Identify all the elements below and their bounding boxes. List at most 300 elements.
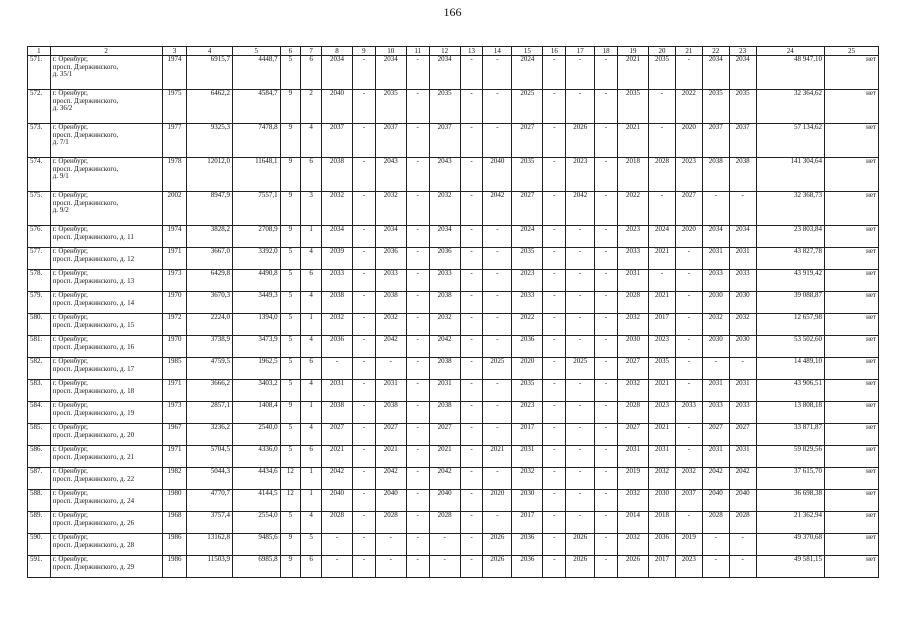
table-cell: нет [824,468,878,490]
table-cell: 1973 [162,402,187,424]
table-cell: нет [824,226,878,248]
table-cell: 2035 [702,90,729,124]
table-cell: 1 [301,402,322,424]
table-cell: - [675,248,702,270]
table-cell: - [353,56,376,90]
table-cell: нет [824,192,878,226]
row-number-cell: 571. [28,56,51,90]
table-cell: - [675,424,702,446]
table-cell: 2031 [649,446,676,468]
table-cell: - [702,192,729,226]
table-cell: - [406,248,429,270]
table-cell: 2033 [675,402,702,424]
table-cell: - [353,158,376,192]
table-cell: - [406,380,429,402]
column-header: 6 [280,47,301,56]
table-cell: 2038 [429,358,460,380]
table-cell: 2034 [429,226,460,248]
table-cell: - [483,336,512,358]
column-header: 11 [406,47,429,56]
table-cell: 2002 [162,192,187,226]
table-cell: 2032 [321,314,352,336]
table-cell: - [429,534,460,556]
table-cell: 2036 [429,248,460,270]
table-cell: 4 [301,424,322,446]
table-cell: 2038 [321,402,352,424]
table-cell: нет [824,512,878,534]
table-cell: 2035 [617,90,648,124]
table-cell: нет [824,248,878,270]
table-cell: 6 [301,446,322,468]
table-cell: 2038 [321,158,352,192]
table-cell: 2038 [429,292,460,314]
table-cell: 5 [280,56,301,90]
table-cell: 1978 [162,158,187,192]
table-cell: - [566,512,595,534]
table-cell: 2031 [321,380,352,402]
table-cell: - [543,124,566,158]
table-cell: 39 088,87 [756,292,824,314]
table-cell: 11503,9 [187,556,233,578]
table-cell: 43 827,78 [756,248,824,270]
table-cell: - [543,534,566,556]
table-cell: 2042 [483,192,512,226]
table-cell: 49 370,68 [756,534,824,556]
table-cell: 2037 [375,124,406,158]
table-cell: нет [824,124,878,158]
table-cell: 2034 [702,226,729,248]
table-cell: - [353,226,376,248]
table-cell: - [543,226,566,248]
table-cell: 33 871,87 [756,424,824,446]
table-cell: 1974 [162,226,187,248]
table-cell: 2040 [429,490,460,512]
table-cell: 9 [280,402,301,424]
address-cell: г. Оренбург, просп. Дзержинского, д. 24 [50,490,162,512]
address-cell: г. Оренбург, просп. Дзержинского, д. 29 [50,556,162,578]
table-cell: - [406,358,429,380]
address-cell: г. Оренбург, просп. Дзержинского, д. 21 [50,446,162,468]
table-cell: 2025 [483,358,512,380]
table-row [28,446,879,468]
table-cell: 1972 [162,314,187,336]
table-cell: - [353,314,376,336]
address-cell: г. Оренбург, просп. Дзержинского, д. 22 [50,468,162,490]
table-cell: - [353,90,376,124]
table-cell: 2027 [321,424,352,446]
table-cell: 2037 [702,124,729,158]
table-cell: 2023 [649,402,676,424]
table-cell: - [566,226,595,248]
table-cell: 2031 [702,380,729,402]
table-cell: 4 [301,336,322,358]
table-cell: - [353,270,376,292]
table-cell: - [595,226,618,248]
table-cell: 3757,4 [187,512,233,534]
table-cell: - [460,402,483,424]
table-cell: - [729,192,756,226]
table-cell: - [483,380,512,402]
table-cell: - [566,336,595,358]
table-cell: - [406,124,429,158]
table-cell: 2021 [429,446,460,468]
table-cell: 2023 [512,270,543,292]
table-cell: 37 615,70 [756,468,824,490]
table-cell: 2035 [649,56,676,90]
table-cell: 2018 [649,512,676,534]
table-cell: 6 [301,270,322,292]
table-cell: 6915,7 [187,56,233,90]
address-cell: г. Оренбург, просп. Дзержинского, д. 36/2 [50,90,162,124]
table-cell: 2035 [512,158,543,192]
table-cell: 1394,0 [232,314,280,336]
table-cell: нет [824,158,878,192]
table-cell: - [460,56,483,90]
table-row [28,358,879,380]
table-cell: - [460,158,483,192]
address-cell: г. Оренбург, просп. Дзержинского, д. 15 [50,314,162,336]
address-cell: г. Оренбург, просп. Дзержинского, д. 35/1 [50,56,162,90]
table-cell: - [460,314,483,336]
column-header: 3 [162,47,187,56]
table-cell: - [460,490,483,512]
table-cell: - [595,90,618,124]
table-cell: 2040 [729,490,756,512]
table-cell: нет [824,490,878,512]
column-header: 24 [756,47,824,56]
table-cell: 5044,3 [187,468,233,490]
table-cell: 2022 [675,90,702,124]
table-cell: 2032 [512,468,543,490]
column-header: 17 [566,47,595,56]
table-cell: - [353,380,376,402]
table-cell: - [460,446,483,468]
table-cell: - [406,402,429,424]
table-cell: 3 [301,192,322,226]
table-cell: 2035 [375,90,406,124]
table-cell: 7478,8 [232,124,280,158]
table-cell: - [595,402,618,424]
table-cell: - [460,226,483,248]
table-cell: 2021 [649,248,676,270]
table-cell: - [595,358,618,380]
address-cell: г. Оренбург, просп. Дзержинского, д. 9/1 [50,158,162,192]
table-cell: - [595,468,618,490]
table-cell: 2030 [729,292,756,314]
table-cell: 13 808,18 [756,402,824,424]
table-cell: - [353,248,376,270]
table-cell: - [566,90,595,124]
address-cell: г. Оренбург, просп. Дзержинского, д. 13 [50,270,162,292]
table-cell: 2030 [512,490,543,512]
table-cell: 9 [280,124,301,158]
table-cell: - [353,424,376,446]
table-cell: - [675,336,702,358]
table-cell: 2028 [321,512,352,534]
table-cell: 4490,8 [232,270,280,292]
table-cell: 2035 [649,358,676,380]
table-cell: 2033 [429,270,460,292]
table-cell: - [460,468,483,490]
row-number-cell: 591. [28,556,51,578]
table-cell: 2027 [429,424,460,446]
table-cell: 1971 [162,380,187,402]
row-number-cell: 581. [28,336,51,358]
table-cell: - [406,90,429,124]
table-cell: 2033 [702,402,729,424]
table-cell: 43 919,42 [756,270,824,292]
address-cell: г. Оренбург, просп. Дзержинского, д. 9/2 [50,192,162,226]
table-cell: - [375,534,406,556]
table-cell: 1974 [162,56,187,90]
table-cell: - [729,534,756,556]
table-cell: - [595,490,618,512]
table-cell: - [483,402,512,424]
table-cell: 5 [280,512,301,534]
table-cell: 2038 [375,292,406,314]
table-cell: 6 [301,358,322,380]
table-cell: - [595,336,618,358]
table-cell: 2028 [702,512,729,534]
table-cell: нет [824,314,878,336]
table-cell: 1970 [162,292,187,314]
table-cell: 2034 [729,226,756,248]
table-cell: 2023 [617,226,648,248]
table-cell: - [675,292,702,314]
table-cell: нет [824,402,878,424]
table-cell: 4336,0 [232,446,280,468]
table-cell: - [566,56,595,90]
table-cell: - [483,248,512,270]
table-cell: - [460,424,483,446]
table-cell: 2023 [675,158,702,192]
table-cell: - [483,292,512,314]
table-cell: 12 657,98 [756,314,824,336]
table-cell: 2034 [702,56,729,90]
table-cell: 2043 [429,158,460,192]
table-cell: - [353,124,376,158]
table-row [28,534,879,556]
table-cell: 2032 [702,314,729,336]
table-row [28,270,879,292]
table-cell: 3449,3 [232,292,280,314]
table-cell: 2032 [617,490,648,512]
table-cell: - [406,314,429,336]
table-cell: - [406,158,429,192]
table-cell: 1971 [162,248,187,270]
table-cell: 2043 [375,158,406,192]
table-cell: 2021 [321,446,352,468]
table-cell: 2034 [429,56,460,90]
address-cell: г. Оренбург, просп. Дзержинского, д. 19 [50,402,162,424]
address-cell: г. Оренбург, просп. Дзержинского, д. 16 [50,336,162,358]
table-row [28,424,879,446]
table-cell: 2019 [675,534,702,556]
table-cell: 4448,7 [232,56,280,90]
table-cell: 2032 [375,192,406,226]
table-cell: - [353,556,376,578]
table-cell: 1975 [162,90,187,124]
table-cell: 1985 [162,358,187,380]
table-cell: - [353,358,376,380]
table-cell: - [595,192,618,226]
table-cell: 2031 [617,270,648,292]
table-cell: 1 [301,226,322,248]
table-cell: 2028 [617,292,648,314]
table-cell: 2038 [702,158,729,192]
table-cell: - [543,270,566,292]
table-cell: 3828,2 [187,226,233,248]
table-cell: 23 803,84 [756,226,824,248]
table-cell: 2021 [649,380,676,402]
table-cell: 2032 [617,314,648,336]
table-cell: нет [824,358,878,380]
address-cell: г. Оренбург, просп. Дзержинского, д. 11 [50,226,162,248]
table-cell: 2708,9 [232,226,280,248]
table-cell: 2033 [729,270,756,292]
table-cell: - [543,556,566,578]
table-cell: 48 947,10 [756,56,824,90]
table-cell: - [321,358,352,380]
table-cell: 9 [280,158,301,192]
table-cell: 9 [280,534,301,556]
column-header: 8 [321,47,352,56]
table-cell: 2024 [649,226,676,248]
table-cell: - [375,556,406,578]
table-cell: 2032 [617,380,648,402]
table-cell: 1408,4 [232,402,280,424]
table-cell: 1971 [162,446,187,468]
table-cell: - [353,192,376,226]
table-cell: - [483,270,512,292]
table-cell: нет [824,292,878,314]
table-cell: 2040 [321,490,352,512]
table-cell: 2036 [321,336,352,358]
table-cell: 3670,3 [187,292,233,314]
column-header: 12 [429,47,460,56]
table-cell: - [353,336,376,358]
address-cell: г. Оренбург, просп. Дзержинского, д. 28 [50,534,162,556]
table-cell: 2027 [512,124,543,158]
address-cell: г. Оренбург, просп. Дзержинского, д. 7/1 [50,124,162,158]
table-cell: 2036 [512,534,543,556]
table-cell: 2027 [375,424,406,446]
column-header: 15 [512,47,543,56]
table-cell: 2042 [321,468,352,490]
row-number-cell: 575. [28,192,51,226]
table-cell: 3236,2 [187,424,233,446]
table-cell: нет [824,556,878,578]
row-number-cell: 580. [28,314,51,336]
table-cell: 1 [301,468,322,490]
table-cell: 1982 [162,468,187,490]
table-cell: - [729,556,756,578]
table-cell: 2020 [512,358,543,380]
table-cell: 9 [280,192,301,226]
table-cell: 5 [280,424,301,446]
table-cell: 2021 [617,124,648,158]
table-row [28,226,879,248]
table-cell: 2017 [512,424,543,446]
table-cell: 2042 [429,336,460,358]
table-cell: 2042 [429,468,460,490]
table-cell: нет [824,336,878,358]
table-cell: нет [824,270,878,292]
table-cell: 2032 [675,468,702,490]
row-number-cell: 587. [28,468,51,490]
header-row [28,47,879,56]
table-cell: - [460,270,483,292]
table-cell: 2023 [512,402,543,424]
table-cell: - [460,512,483,534]
table-cell: 2030 [702,292,729,314]
table-cell: 2027 [675,192,702,226]
table-cell: - [675,380,702,402]
table-cell: 2028 [375,512,406,534]
table-cell: 2030 [702,336,729,358]
table-cell: - [460,380,483,402]
table-cell: 2031 [512,446,543,468]
table-cell: 2031 [729,380,756,402]
data-table [27,46,879,578]
table-cell: 2032 [321,192,352,226]
address-cell: г. Оренбург, просп. Дзержинского, д. 14 [50,292,162,314]
table-cell: - [483,226,512,248]
table-cell: 2014 [617,512,648,534]
table-cell: - [543,248,566,270]
column-header: 14 [483,47,512,56]
table-body [28,56,879,578]
table-cell: 5704,5 [187,446,233,468]
table-cell: 2026 [566,556,595,578]
table-cell: - [595,380,618,402]
table-cell: - [595,314,618,336]
table-cell: 2036 [649,534,676,556]
table-cell: 2042 [702,468,729,490]
table-cell: 1986 [162,534,187,556]
table-cell: - [321,556,352,578]
table-cell: нет [824,90,878,124]
table-cell: 3473,9 [232,336,280,358]
table-cell: 2022 [512,314,543,336]
table-cell: - [702,358,729,380]
table-cell: 2027 [617,424,648,446]
table-cell: 9 [280,226,301,248]
table-cell: 9485,6 [232,534,280,556]
column-header: 18 [595,47,618,56]
table-cell: 5 [301,534,322,556]
table-cell: 2034 [321,56,352,90]
table-cell: 2031 [375,380,406,402]
row-number-cell: 579. [28,292,51,314]
table-cell: 12 [280,468,301,490]
row-number-cell: 588. [28,490,51,512]
table-cell: 2030 [617,336,648,358]
table-row [28,490,879,512]
table-row [28,248,879,270]
table-row [28,468,879,490]
table-cell: - [566,248,595,270]
table-cell: - [460,556,483,578]
table-cell: 2034 [729,56,756,90]
table-cell: 6462,2 [187,90,233,124]
table-cell: 53 502,60 [756,336,824,358]
table-cell: 2021 [617,56,648,90]
table-cell: 2026 [617,556,648,578]
table-cell: 11648,1 [232,158,280,192]
column-header: 1 [28,47,51,56]
table-cell: 1973 [162,270,187,292]
